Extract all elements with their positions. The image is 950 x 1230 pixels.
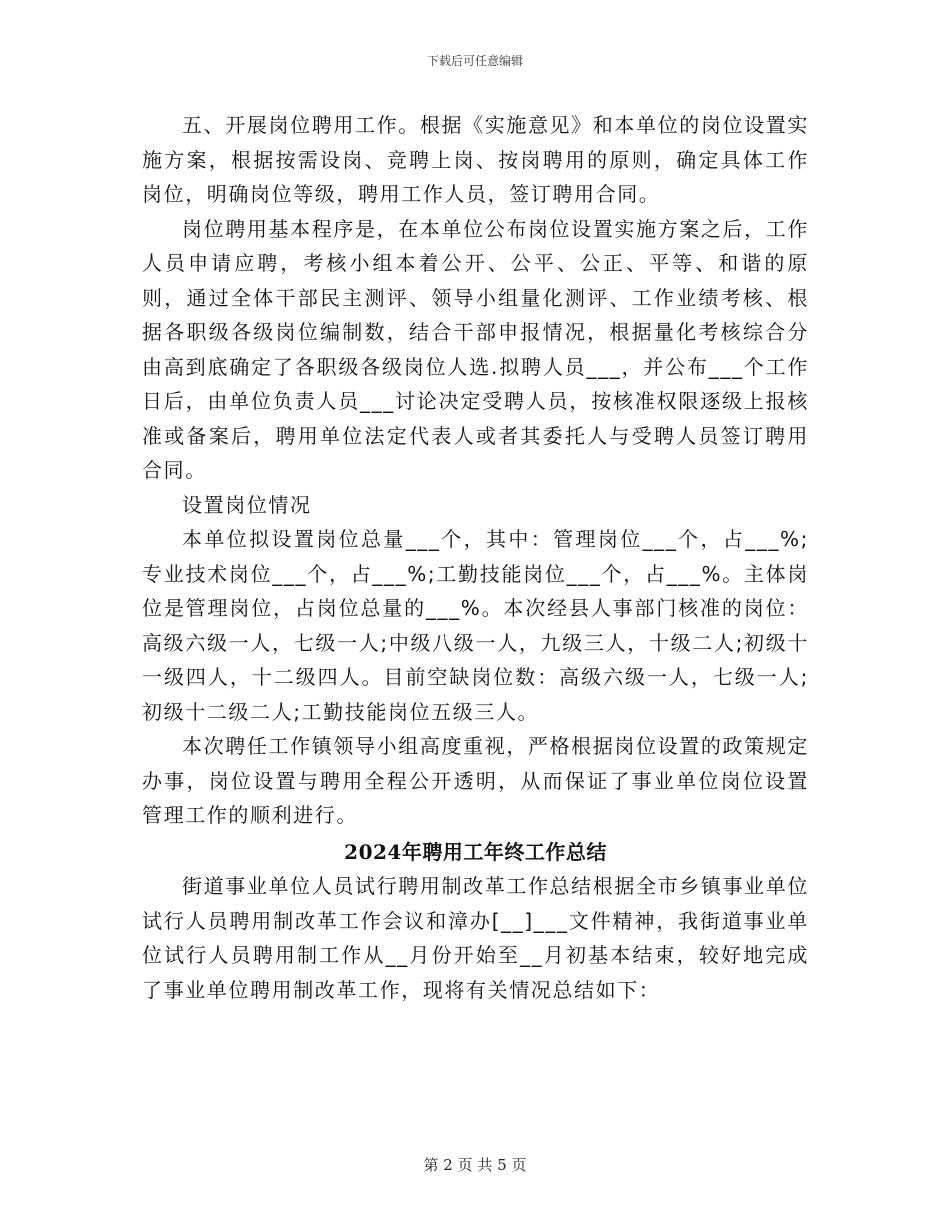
paragraph-2: 岗位聘用基本程序是，在本单位公布岗位设置实施方案之后，工作人员申请应聘，考核小组本着公开、公平、公正、平等、和谐的原则，通过全体干部民主测评、领导小组量化测评、工作业绩考核、根据各职级各级岗位编制数，结合干部申报情况，根据量化考核综合分由高到底确定了各职级各级岗位人选.拟聘人员___，并公布___个工作日后，由单位负责人员___讨论决定受聘人员，按核准权限逐级上报核准或备案后，聘用单位法定代表人或者其委托人与受聘人员签订聘用合同。 xyxy=(142,216,809,482)
page-footer: 第 2 页 共 5 页 xyxy=(423,1156,527,1174)
paragraph-3: 设置岗位情况 xyxy=(182,492,312,517)
document-body xyxy=(142,108,809,1007)
section-title: 2024年聘用工年终工作总结 xyxy=(344,839,607,864)
section-paragraph-1: 街道事业单位人员试行聘用制改革工作总结根据全市乡镇事业单位试行人员聘用制改革工作会议和漳办[__]___文件精神，我街道事业单位试行人员聘用制工作从__月份开始至__月初基本结束，较好地完成了事业单位聘用制改革工作，现将有关情况总结如下： xyxy=(142,874,809,1002)
page-header: 下载后可任意编辑 xyxy=(426,54,523,68)
paragraph-4: 本单位拟设置岗位总量___个，其中：管理岗位___个，占___%;专业技术岗位___个，占___%;工勤技能岗位___个，占___%。主体岗位是管理岗位，占岗位总量的___%。本次经县人事部门核准的岗位：高级六级一人，七级一人;中级八级一人，九级三人，十级二人;初级十一级四人，十二级四人。目前空缺岗位数：高级六级一人，七级一人;初级十二级二人;工勤技能岗位五级三人。 xyxy=(142,527,809,724)
paragraph-1: 五、开展岗位聘用工作。根据《实施意见》和本单位的岗位设置实施方案，根据按需设岗、竞聘上岗、按岗聘用的原则，确定具体工作岗位，明确岗位等级，聘用工作人员，签订聘用合同。 xyxy=(142,113,809,206)
paragraph-5: 本次聘任工作镇领导小组高度重视，严格根据岗位设置的政策规定办事，岗位设置与聘用全程公开透明，从而保证了事业单位岗位设置管理工作的顺利进行。 xyxy=(142,734,809,827)
